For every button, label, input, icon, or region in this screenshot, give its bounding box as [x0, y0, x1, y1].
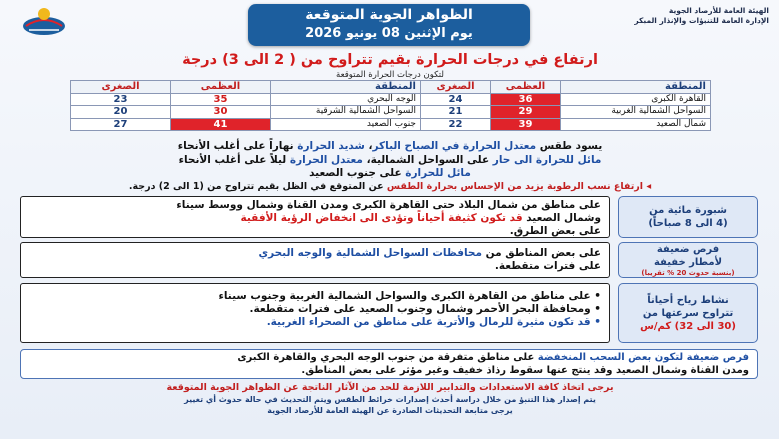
max-cell: 35 — [171, 93, 271, 106]
min-cell: 23 — [71, 93, 171, 106]
wind-label — [618, 283, 758, 343]
page-title: الظواهر الجوية المتوقعة — [305, 7, 473, 23]
table-row — [71, 106, 711, 119]
forecast-date: يوم الإثنين 08 يونيو 2026 — [305, 26, 473, 41]
fog-label — [618, 196, 758, 238]
summary-text: ليلاً على أغلب الأنحاء — [178, 153, 290, 166]
region-cell: السواحل الشمالية الشرقية — [271, 106, 421, 119]
wind-description — [20, 283, 610, 343]
title-banner — [248, 4, 530, 46]
description-highlight: قد تكون كثيفة أحياناً وتؤدى الى انخفاض الرؤية الأفقية — [240, 212, 523, 224]
list-item: • على مناطق من القاهرة الكبرى والسواحل الشمالية الغربية وجنوب سيناء — [29, 290, 601, 303]
summary-text: يسود طقس — [536, 140, 603, 152]
max-cell: 29 — [491, 106, 561, 119]
summary-highlight: مائل للحرارة — [405, 167, 471, 179]
description-line: على فترات متقطعة. — [494, 260, 601, 272]
organization-name — [579, 6, 769, 26]
temperature-subheadline: لتكون درجات الحرارة المتوقعة — [336, 70, 444, 80]
cloud-text: على مناطق متفرقة من جنوب الوجه البحري والقاهرة الكبرى — [237, 352, 538, 363]
min-cell: 22 — [421, 118, 491, 131]
label-probability: (بنسبة حدوث 20 % تقريبا) — [641, 268, 735, 277]
description-line — [29, 212, 601, 225]
bullet-icon: ◂ — [643, 181, 652, 192]
label-line: نشاط رياح أحياناً — [647, 294, 729, 306]
cloud-line-2: ومدن القناة وشمال الصعيد وقد ينتج عنها سقوط رذاذ خفيف وغير مؤثر على بعض المناطق. — [301, 365, 749, 376]
list-item: • قد تكون مثيرة للرمال والأتربة على مناطق من الصحراء الغربية. — [29, 316, 601, 329]
label-line: (30 الى 32) كم/س — [640, 320, 736, 332]
column-header-min: الصغرى — [71, 81, 171, 94]
label-line: (4 الى 8 صباحاً) — [648, 218, 728, 229]
update-note-line: يرجى متابعة التحديثات الصادرة عن الهيئة العامة للأرصاد الجوية — [267, 405, 513, 415]
phenomenon-rain — [20, 242, 758, 278]
label-line: لأمطار خفيفة — [653, 256, 723, 268]
update-note — [40, 395, 740, 416]
summary-highlight: شديد الحرارة — [297, 140, 365, 152]
phenomenon-fog — [20, 196, 758, 238]
weather-summary — [80, 140, 700, 181]
summary-text: نهاراً على أغلب الأنحاء — [177, 140, 298, 152]
column-header-region: المنطقة — [561, 81, 711, 94]
region-cell: جنوب الصعيد — [271, 118, 421, 131]
list-item: • ومحافظة البحر الأحمر وشمال وجنوب الصعيد على فترات متقطعة. — [29, 303, 601, 316]
column-header-max: العظمى — [491, 81, 561, 94]
summary-highlight: معتدل الحرارة في الصباح الباكر — [372, 140, 537, 152]
wind-bullets — [29, 290, 601, 329]
summary-text: على السواحل الشمالية، — [362, 153, 493, 166]
cloud-highlight: فرص ضعيفة لتكون بعض السحب المنخفضة — [537, 352, 749, 363]
min-cell: 24 — [421, 93, 491, 106]
max-cell: 30 — [171, 106, 271, 119]
org-line-2: الإدارة العامة للتنبؤات والإنذار المبكر — [634, 16, 769, 25]
humidity-note — [40, 181, 740, 193]
column-header-min: الصغرى — [421, 81, 491, 94]
label-line: تتراوح سرعتها من — [642, 307, 734, 319]
update-note-line: يتم إصدار هذا التنبؤ من خلال دراسة أحدث إصدارات خرائط الطقس ويتم التحديث في حالة حدوث أي تغيير — [184, 395, 596, 404]
label-line: فرص ضعيفة — [656, 243, 720, 255]
column-header-max: العظمى — [171, 81, 271, 94]
table-row — [71, 93, 711, 106]
humidity-text: ارتفاع نسب الرطوبة يزيد من الإحساس بحرارة الطقس — [383, 181, 644, 192]
column-header-region: المنطقة — [271, 81, 421, 94]
description-text: وشمال الصعيد — [522, 212, 601, 224]
summary-line-3 — [80, 167, 700, 181]
authority-logo-icon — [20, 4, 68, 38]
summary-line-1 — [80, 140, 700, 154]
description-line: على مناطق من شمال البلاد حتى القاهرة الكبرى ومدن القناة وشمال ووسط سيناء — [176, 199, 601, 211]
summary-highlight: معتدل الحرارة — [289, 153, 363, 166]
max-cell: 39 — [491, 118, 561, 131]
max-cell: 41 — [171, 118, 271, 131]
phenomenon-wind — [20, 283, 758, 343]
region-cell: شمال الصعيد — [561, 118, 711, 131]
max-cell: 36 — [491, 93, 561, 106]
rain-label — [618, 242, 758, 278]
temperature-headline: ارتفاع في درجات الحرارة بقيم تتراوح من ( 2 الى 3) درجة — [182, 52, 598, 68]
rain-description — [20, 242, 610, 278]
min-cell: 27 — [71, 118, 171, 131]
min-cell: 20 — [71, 106, 171, 119]
min-cell: 21 — [421, 106, 491, 119]
summary-text: على جنوب الصعيد — [309, 167, 406, 179]
description-highlight: محافظات السواحل الشمالية والوجه البحري — [258, 247, 482, 259]
description-line — [29, 247, 601, 260]
humidity-text: عن المتوقع في الظل بقيم تتراوح من (1 الى 2) درجة. — [128, 181, 384, 192]
description-line: على بعض الطرق. — [509, 225, 601, 237]
summary-line-2 — [80, 154, 700, 168]
description-text: على بعض المناطق من — [481, 247, 601, 259]
preparedness-warning: يرجى اتخاذ كافة الاستعدادات والتدابير اللازمة للحد من الآثار الناتجة عن الظواهر الجوية المتوقعة — [166, 382, 614, 393]
cloud-line-1 — [29, 351, 749, 364]
fog-description — [20, 196, 610, 238]
region-cell: السواحل الشمالية الغربية — [561, 106, 711, 119]
summary-text: ، — [364, 140, 373, 152]
region-cell: الوجه البحري — [271, 93, 421, 106]
table-header-row — [71, 81, 711, 94]
region-cell: القاهرة الكبرى — [561, 93, 711, 106]
cloud-note — [20, 349, 758, 379]
table-row — [71, 118, 711, 131]
temperature-table — [70, 80, 711, 131]
summary-highlight: مائل للحرارة الى حار — [492, 153, 602, 166]
org-line-1: الهيئة العامة للأرصاد الجوية — [668, 6, 769, 15]
label-line: شبورة مائية من — [649, 205, 727, 216]
